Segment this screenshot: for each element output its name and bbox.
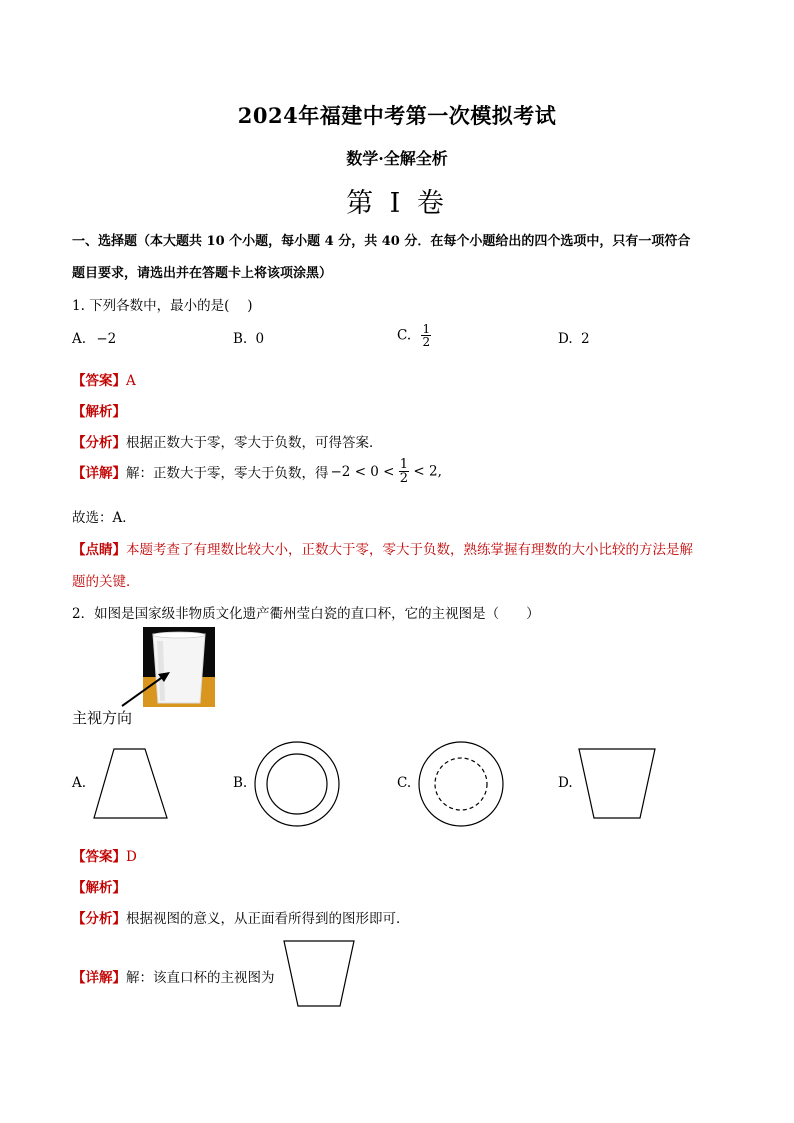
q1-stem: 1. 下列各数中，最小的是( ) [72,298,253,314]
q1-option-c-numerator: 1 [422,322,431,336]
q1-fenxi-text: 根据正数大于零，零大于负数，可得答案． [126,435,383,451]
q2-analysis-tag: 【解析】 [72,880,126,896]
q2-answer-tag: 【答案】 [72,849,126,865]
q1-detail-tag: 【详解】 [72,465,126,482]
section-instructions-line2: 题目要求，请选出并在答题卡上将该项涂黑） [72,266,333,281]
q1-detail-math-right: < 2, [413,463,442,480]
q1-conclusion: 故选：A． [72,510,136,526]
q1-option-c-denominator: 2 [422,335,431,349]
q2-option-b-rings [254,741,340,827]
q1-detail-fraction [399,458,409,485]
q1-dianjing-tag: 【点睛】 [72,542,126,558]
q1-option-b-value: 0 [255,331,265,347]
volume-heading: 第 I 卷 [346,188,448,219]
q2-stem: 2．如图是国家级非物质文化遗产衢州莹白瓷的直口杯，它的主视图是（ ） [72,606,540,622]
q2-option-d-inverted-trapezoid [578,748,656,819]
q1-option-c-fraction [421,323,431,348]
section-instructions-line1: 一、选择题（本大题共 10 个小题，每小题 4 分，共 40 分．在每个小题给出的四个选项中，只有一项符合 [72,234,691,249]
q1-detail-fraction-den: 2 [399,471,409,486]
q1-option-a-value: −2 [96,331,117,347]
page-title: 2024年福建中考第一次模拟考试 [237,103,557,128]
q2-fenxi-text: 根据视图的意义，从正面看所得到的图形即可． [126,911,410,927]
q1-dianjing-text1: 本题考查了有理数比较大小，正数大于零，零大于负数，熟练掌握有理数的大小比较的方法是解 [126,542,693,558]
q1-detail-fraction-num: 1 [399,457,409,472]
q2-option-a-trapezoid [93,748,168,819]
q1-dianjing-line2: 题的关键． [72,574,140,590]
q1-answer-value: A [126,373,136,389]
q2-option-c-label: C. [397,775,412,791]
q2-option-a-label: A. [72,775,87,791]
q2-option-b-label: B. [233,775,248,791]
q1-option-c [397,323,431,348]
q1-option-c-label: C. [397,327,412,344]
q2-fenxi-tag: 【分析】 [72,911,126,927]
q1-option-d-value: 2 [580,331,590,347]
q1-option-d-label: D. [558,331,573,347]
q2-option-c-dashed-rings [418,741,504,827]
q1-analysis-tag: 【解析】 [72,404,126,420]
q1-detail-math-left: −2 < 0 < [330,463,395,480]
q1-option-a-label: A. [72,331,87,347]
q2-analysis-heading [72,876,126,896]
q2-detail-text: 解：该直口杯的主视图为 [126,970,275,986]
q1-option-d [558,331,590,347]
q2-answer-value: D [126,849,137,865]
q2-answer [72,845,137,865]
q1-option-a [72,331,116,347]
q2-detail-tag: 【详解】 [72,970,126,986]
q1-option-b-label: B. [233,331,248,347]
q1-answer-tag: 【答案】 [72,373,126,389]
q2-option-d-label: D. [558,775,573,791]
q1-detail-text: 解：正数大于零，零大于负数，得 [126,465,329,482]
view-direction-label: 主视方向 [72,709,133,727]
q1-detail [72,458,442,485]
q2-detail [72,966,275,986]
page-subtitle: 数学·全解全析 [346,149,448,168]
q1-analysis-heading [72,400,126,420]
q1-dianjing-line1 [72,538,693,558]
q1-fenxi [72,431,383,451]
q1-fenxi-tag: 【分析】 [72,435,126,451]
q1-option-b [233,331,264,347]
q2-detail-front-view [283,940,355,1007]
view-direction-arrow [118,662,178,712]
q1-answer [72,369,136,389]
q2-fenxi [72,907,410,927]
